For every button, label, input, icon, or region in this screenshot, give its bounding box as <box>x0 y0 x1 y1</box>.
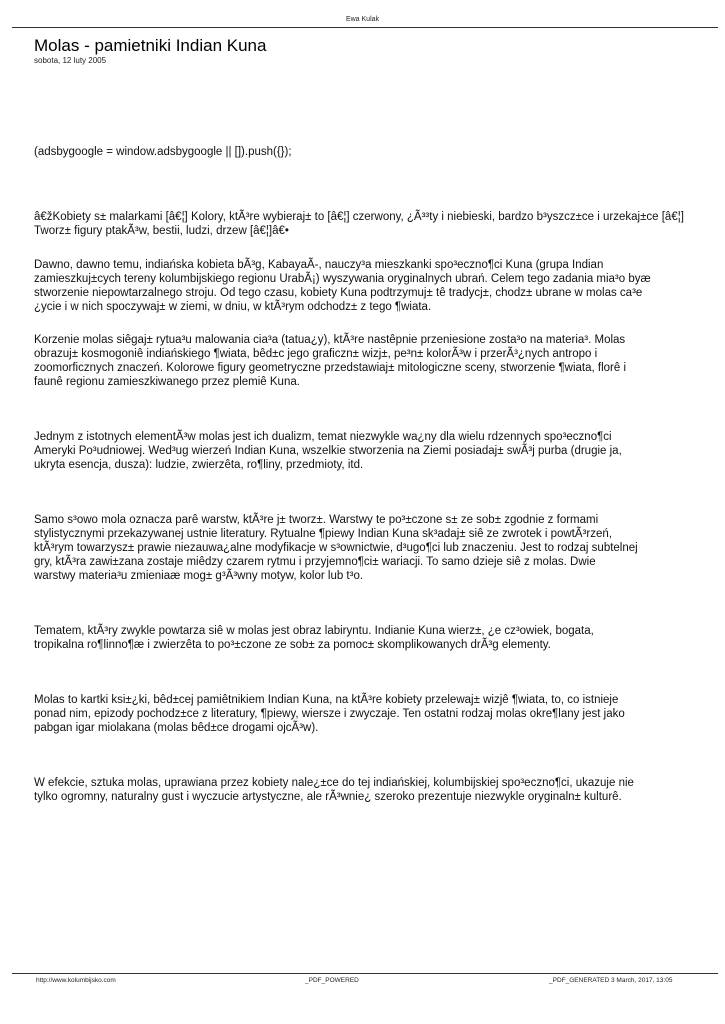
footer-divider <box>12 973 718 974</box>
header-author: Ewa Kulak <box>345 16 380 23</box>
footer-generated: _PDF_GENERATED 3 March, 2017, 13:05 <box>549 977 673 984</box>
article-paragraph: Samo s³owo mola oznacza parê warstw, ktÃ³re j± tworz±. Warstwy te po³±czone s± ze sob± zgodnie z formami stylistycznymi przekazywanej ustnie literatury. Rytualne ¶piewy Indian Kuna sk³adaj± siê ze zwrotek i powtÃ³rzeń, ktÃ³rym towarzysz± prawie niezauwa¿alne modyfikacje w s³ownictwie, d³ugo¶ci lub znaczeniu. Jest to rodzaj subtelnej gry, ktÃ³ra zawi±zana zostaje miêdzy czarem rytmu i przyjemno¶ci± wariacji. To samo dzieje siê z molas. Dwie warstwy materia³u zmieniaæ mog± g³Ã³wny motyw, kolor lub t³o. <box>34 514 638 582</box>
publish-date: sobota, 12 luty 2005 <box>34 56 107 65</box>
article-paragraph: Korzenie molas siêgaj± rytua³u malowania cia³a (tatua¿y), ktÃ³re nastêpnie przeniesione zosta³o na materia³. Molas obrazuj± kosmogoniê indiańskiego ¶wiata, bêd±c jego graficzn± wizj±, pe³n± kolorÃ³w i przerÃ³¿nych antropo i zoomorficznych znaczeń. Kolorowe figury geometryczne przedstawiaj± mitologiczne sceny, stworzenie ¶wiata, florê i faunê regionu zamieszkiwanego przez plemiê Kuna. <box>34 334 626 388</box>
header-divider <box>12 27 718 28</box>
article-paragraph: W efekcie, sztuka molas, uprawiana przez kobiety nale¿±ce do tej indiańskiej, kolumbijskiej spo³eczno¶ci, ukazuje nie tylko ogromny, naturalny gust i wyczucie artystyczne, ale rÃ³wnie¿ szeroko prezentuje niezwykle oryginaln± kulturê. <box>34 777 634 803</box>
article-paragraph: â€žKobiety s± malarkami [â€¦] Kolory, ktÃ³re wybieraj± to [â€¦] czerwony, ¿Ã³³ty i niebieski, bardzo b³yszcz±ce i urzekaj±ce [â€¦] Tworz± figury ptakÃ³w, bestii, ludzi, drzew [â€¦]â€• <box>34 211 684 237</box>
ad-script-text: (adsbygoogle = window.adsbygoogle || []).push({}); <box>34 146 292 158</box>
article-body <box>34 210 725 804</box>
article-paragraph: Jednym z istotnych elementÃ³w molas jest ich dualizm, temat niezwykle wa¿ny dla wielu rdzennych spo³eczno¶ci Ameryki Po³udniowej. Wed³ug wierzeń Indian Kuna, wszelkie stworzenia na Ziemi posiadaj± swÃ³j purba (drugie ja, ukryta esencja, dusza): ludzie, zwierzêta, ro¶liny, przedmioty, itd. <box>34 431 622 471</box>
article-paragraph: Dawno, dawno temu, indiańska kobieta bÃ³g, KabayaÃ-, nauczy³a mieszkanki spo³eczno¶ci Kuna (grupa Indian zamieszkuj±cych tereny kolumbijskiego regionu UrabÃ¡) wyszywania oryginalnych ubrań. Celem tego zadania mia³o byæ stworzenie niepowtarzalnego stroju. Od tego czasu, kobiety Kuna podtrzymuj± tê tradycj±, chodz± ubrane w molas ca³e ¿ycie i w nich spoczywaj± w ziemi, w dniu, w ktÃ³rym odchodz± z tego ¶wiata. <box>34 259 651 313</box>
article-paragraph: Molas to kartki ksi±¿ki, bêd±cej pamiêtnikiem Indian Kuna, na ktÃ³re kobiety przelewaj± wizjê ¶wiata, to, co istnieje ponad nim, epizody pochodz±ce z literatury, ¶piewy, wiersze i zwyczaje. Ten ostatni rodzaj molas okre¶lany jest jako pabgan igar miolakana (molas bêd±ce drogami ojcÃ³w). <box>34 694 625 734</box>
footer-powered: _PDF_POWERED <box>305 977 359 984</box>
footer-url-link[interactable]: http://www.kolumbijsko.com <box>36 977 116 984</box>
article-paragraph: Tematem, ktÃ³ry zwykle powtarza siê w molas jest obraz labiryntu. Indianie Kuna wierz±, ¿e cz³owiek, bogata, tropikalna ro¶linno¶æ i zwierzêta to po³±czone ze sob± za pomoc± skomplikowanych drÃ³g elementy. <box>34 625 594 651</box>
page-title: Molas - pamietniki Indian Kuna <box>34 36 267 55</box>
